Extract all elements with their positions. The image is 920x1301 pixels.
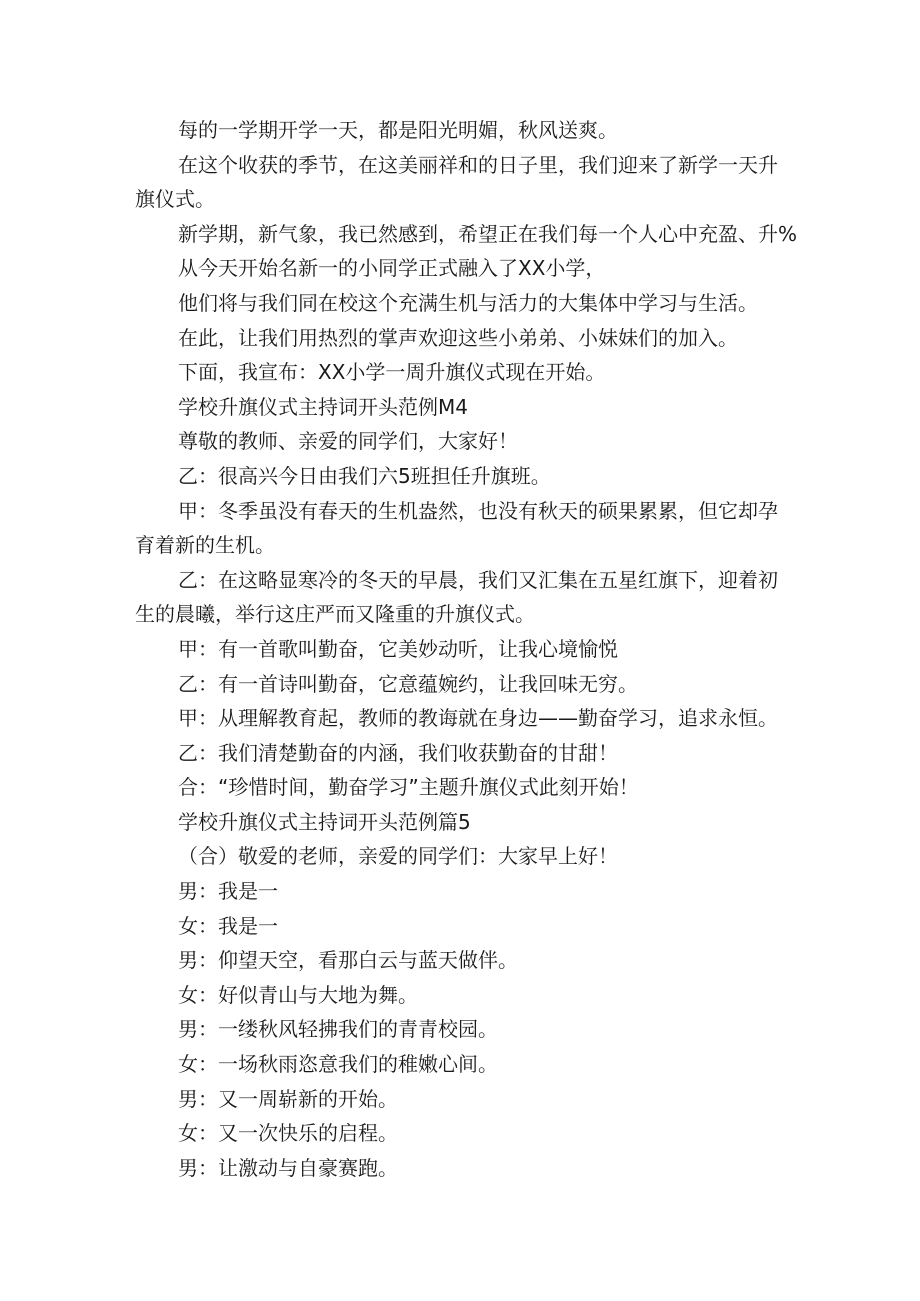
text-line: 生的晨曦，举行这庄严而又隆重的升旗仪式。 <box>135 602 535 627</box>
text-line: 乙：很高兴今日由我们六5班担任升旗班。 <box>178 463 551 488</box>
text-line: 男：让激动与自豪赛跑。 <box>178 1155 398 1180</box>
text-line: 甲：从理解教育起，教师的教诲就在身边——勤奋学习，追求永恒。 <box>178 706 778 731</box>
text-line: 甲：有一首歌叫勤奋，它美妙动听，让我心境愉悦 <box>178 636 618 661</box>
text-line: 尊敬的教师、亲爱的同学们，大家好！ <box>178 429 518 454</box>
text-line: 女：又一次快乐的启程。 <box>178 1121 398 1146</box>
section-heading: 学校升旗仪式主持词开头范例篇5 <box>178 809 471 834</box>
text-line: 他们将与我们同在校这个充满生机与活力的大集体中学习与生活。 <box>178 290 758 315</box>
text-line: 男：又一周崭新的开始。 <box>178 1086 398 1111</box>
text-line: 乙：我们清楚勤奋的内涵，我们收获勤奋的甘甜！ <box>178 740 618 765</box>
text-line: 男：我是一 <box>178 879 278 904</box>
text-line: 女：我是一 <box>178 913 278 938</box>
text-line: 旗仪式。 <box>135 187 215 212</box>
text-line: 每的一学期开学一天，都是阳光明媚，秋风送爽。 <box>178 118 618 142</box>
text-line: 乙：有一首诗叫勤奋，它意蕴婉约，让我回味无穷。 <box>178 671 638 696</box>
text-line: 男：一缕秋风轻拂我们的青青校园。 <box>178 1017 498 1042</box>
text-line: 乙：在这略显寒冷的冬天的早晨，我们又汇集在五星红旗下，迎着初 <box>178 567 778 592</box>
text-line: 女：好似青山与大地为舞。 <box>178 982 418 1007</box>
text-line: 女：一场秋雨恣意我们的稚嫩心间。 <box>178 1052 498 1077</box>
text-line: 新学期，新气象，我已然感到，希望正在我们每一个人心中充盈、升% <box>178 221 798 246</box>
text-line: （合）敬爱的老师，亲爱的同学们：大家早上好！ <box>178 844 618 869</box>
text-line: 育着新的生机。 <box>135 533 275 558</box>
text-line: 下面，我宣布：XX小学一周升旗仪式现在开始。 <box>178 360 606 385</box>
text-line: 从今天开始名新一的小同学正式融入了XX小学， <box>178 256 606 281</box>
text-line: 在此，让我们用热烈的掌声欢迎这些小弟弟、小妹妹们的加入。 <box>178 325 738 350</box>
section-heading: 学校升旗仪式主持词开头范例M4 <box>178 394 468 419</box>
text-line: 甲：冬季虽没有春天的生机盎然，也没有秋天的硕果累累，但它却孕 <box>178 498 778 523</box>
text-line: 在这个收获的季节，在这美丽祥和的日子里，我们迎来了新学一天升 <box>178 152 778 177</box>
document-body <box>135 113 798 1185</box>
text-line: 合：“珍惜时间，勤奋学习”主题升旗仪式此刻开始！ <box>178 775 639 800</box>
text-line: 男：仰望天空，看那白云与蓝天做伴。 <box>178 948 518 973</box>
